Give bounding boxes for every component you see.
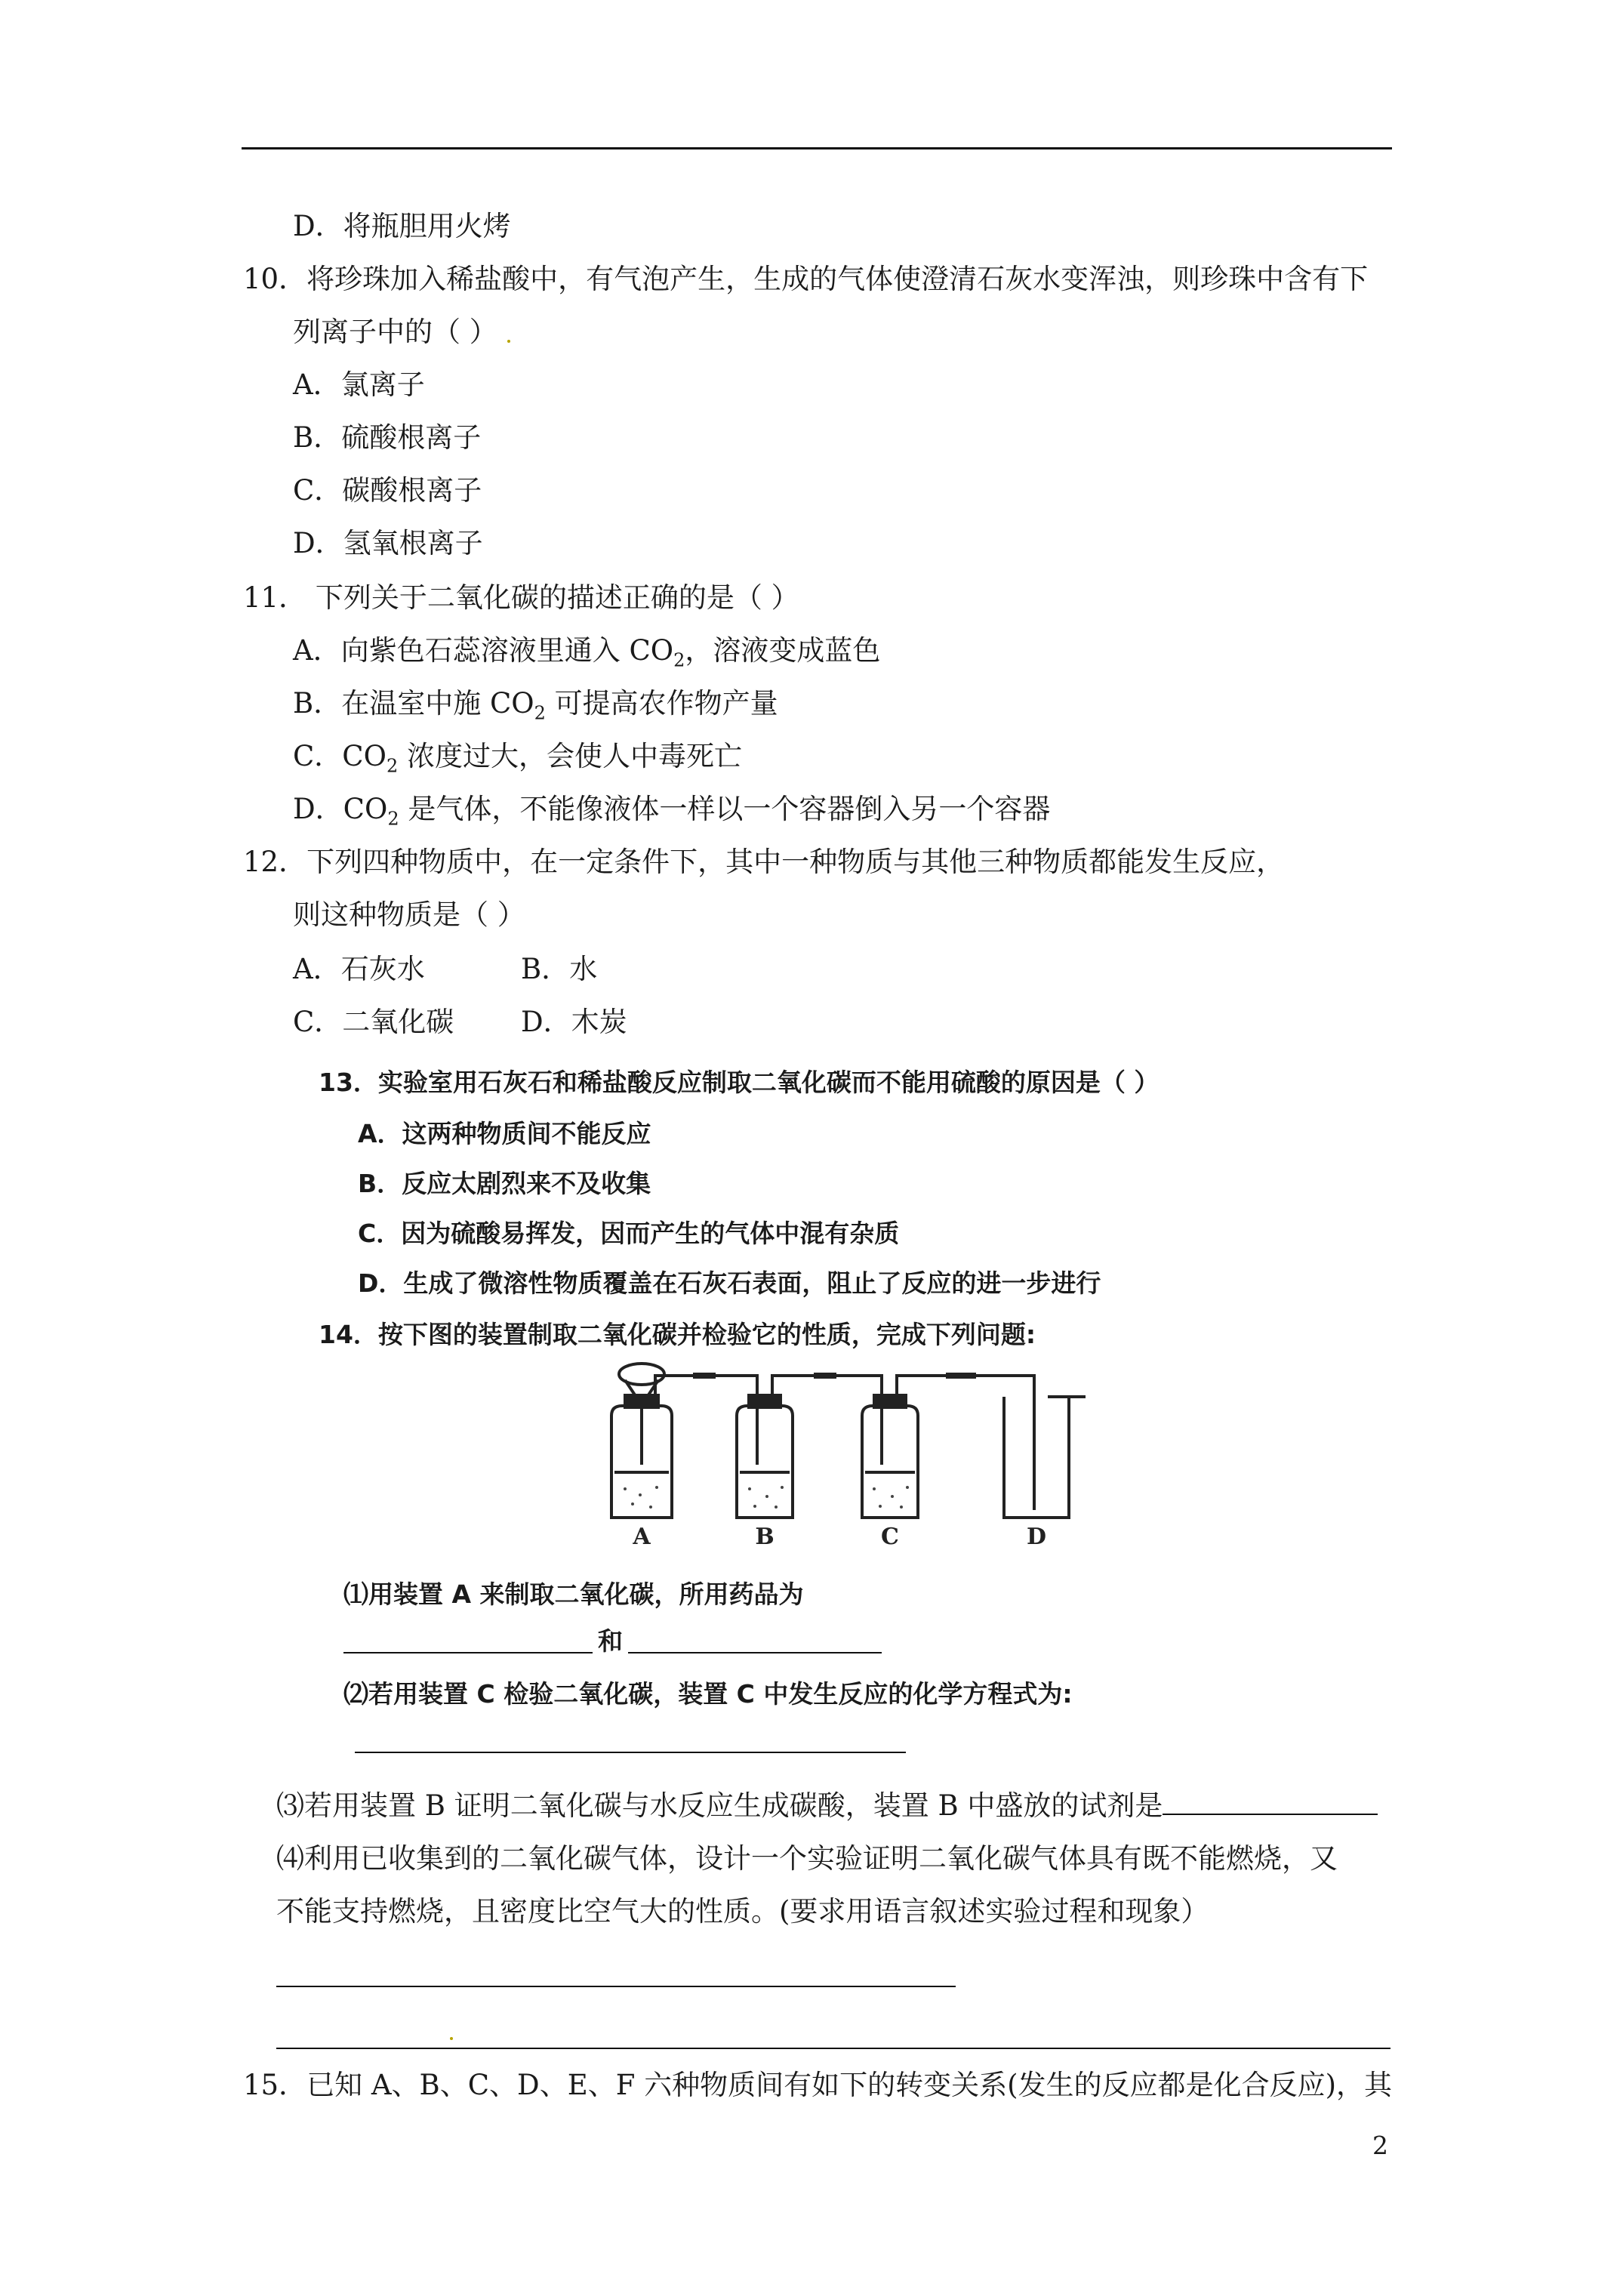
stray-dot xyxy=(450,2037,453,2040)
q14-part-3-text: ⑶若用装置 B 证明二氧化碳与水反应生成碳酸，装置 B 中盛放的试剂是 xyxy=(276,1789,1163,1822)
q10-option-a: A．氯离子 xyxy=(293,368,425,401)
q13-stem: 13．实验室用石灰石和稀盐酸反应制取二氧化碳而不能用硫酸的原因是（ ） xyxy=(319,1068,1160,1097)
subscript: 2 xyxy=(673,649,685,671)
answer-blank xyxy=(343,1652,593,1653)
q10-stem-2: 列离子中的（ ） xyxy=(293,316,497,348)
q10-option-d: D．氢氧根离子 xyxy=(293,527,483,559)
label-c: C xyxy=(881,1524,899,1548)
apparatus-diagram xyxy=(595,1359,1108,1548)
subscript: 2 xyxy=(386,755,399,777)
q13-option-c: C．因为硫酸易挥发，因而产生的气体中混有杂质 xyxy=(358,1219,900,1248)
q12-option-a: A．石灰水 xyxy=(293,953,425,985)
q13-option-b: B．反应太剧烈来不及收集 xyxy=(358,1169,651,1198)
q11c-text: C．CO xyxy=(293,740,387,772)
answer-blank xyxy=(628,1652,882,1653)
header-rule xyxy=(242,147,1392,149)
q11b-text: B．在温室中施 CO xyxy=(293,687,534,720)
q12-option-b: B．水 xyxy=(521,953,598,985)
answer-blank xyxy=(276,2048,1390,2049)
q14-part-1: ⑴用装置 A 来制取二氧化碳，所用药品为 xyxy=(343,1579,804,1609)
q10-option-b: B．硫酸根离子 xyxy=(293,421,482,454)
q11-option-c xyxy=(293,740,742,782)
subscript: 2 xyxy=(534,702,546,724)
q14-part-2: ⑵若用装置 C 检验二氧化碳，装置 C 中发生反应的化学方程式为: xyxy=(343,1679,1073,1709)
q15-stem: 15．已知 A、B、C、D、E、F 六种物质间有如下的转变关系(发生的反应都是化合反应)，其 xyxy=(243,2069,1393,2101)
q13-option-d: D．生成了微溶性物质覆盖在石灰石表面，阻止了反应的进一步进行 xyxy=(358,1268,1101,1298)
q12-stem-1: 12．下列四种物质中，在一定条件下，其中一种物质与其他三种物质都能发生反应， xyxy=(243,846,1285,878)
q11a-text-2: ，溶液变成蓝色 xyxy=(685,634,881,667)
subscript: 2 xyxy=(387,808,399,830)
answer-blank xyxy=(1163,1791,1378,1815)
label-b: B xyxy=(755,1524,775,1548)
q14-part-1-and: 和 xyxy=(598,1626,623,1656)
label-d: D xyxy=(1026,1524,1047,1548)
q11a-text: A．向紫色石蕊溶液里通入 CO xyxy=(293,634,674,667)
answer-blank xyxy=(355,1752,906,1753)
q11-option-a xyxy=(293,634,880,676)
q11d-text-2: 是气体，不能像液体一样以一个容器倒入另一个容器 xyxy=(399,793,1051,825)
q11-stem: 11． 下列关于二氧化碳的描述正确的是（ ） xyxy=(243,581,799,614)
q10-stem-1: 10．将珍珠加入稀盐酸中，有气泡产生，生成的气体使澄清石灰水变浑浊，则珍珠中含有下 xyxy=(243,263,1369,295)
q14-stem: 14．按下图的装置制取二氧化碳并检验它的性质，完成下列问题: xyxy=(319,1320,1036,1349)
q11-option-b xyxy=(293,687,778,729)
answer-blank xyxy=(276,1986,956,1987)
q12-stem-2: 则这种物质是（ ） xyxy=(293,898,525,931)
q14-part-4-line-2: 不能支持燃烧，且密度比空气大的性质。(要求用语言叙述实验过程和现象） xyxy=(276,1895,1209,1928)
q12-option-d: D．木炭 xyxy=(521,1006,627,1038)
q11d-text: D．CO xyxy=(293,793,388,825)
q11b-text-2: 可提高农作物产量 xyxy=(545,687,778,720)
q11-option-d xyxy=(293,793,1050,835)
q11c-text-2: 浓度过大，会使人中毒死亡 xyxy=(398,740,743,772)
q14-part-3 xyxy=(276,1789,1378,1823)
page-number: 2 xyxy=(1372,2131,1388,2160)
q10-option-c: C．碳酸根离子 xyxy=(293,474,482,507)
q13-option-a: A．这两种物质间不能反应 xyxy=(358,1119,651,1148)
label-a: A xyxy=(633,1524,651,1548)
q12-option-c: C．二氧化碳 xyxy=(293,1006,454,1038)
stray-dot xyxy=(507,340,510,343)
q9-option-d: D．将瓶胆用火烤 xyxy=(293,210,511,242)
q14-part-4-line-1: ⑷利用已收集到的二氧化碳气体，设计一个实验证明二氧化碳气体具有既不能燃烧，又 xyxy=(276,1842,1338,1875)
